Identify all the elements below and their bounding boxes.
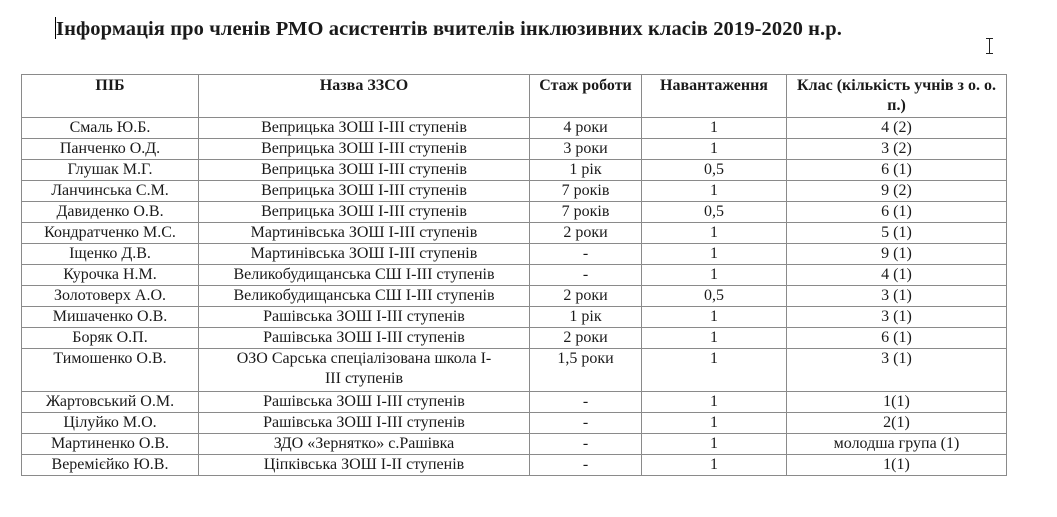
cell-name: Цілуйко М.О.	[22, 413, 199, 434]
members-table	[21, 74, 1007, 476]
document-title-text: Інформація про членів РМО асистентів вчителів інклюзивних класів 2019-2020 н.р.	[56, 18, 843, 40]
cell-school: Веприцька ЗОШ І-ІІІ ступенів	[199, 202, 530, 223]
cell-workload: 1	[642, 307, 787, 328]
cell-school: Мартинівська ЗОШ І-ІІІ ступенів	[199, 244, 530, 265]
table-row	[22, 160, 1007, 181]
cell-school: Рашівська ЗОШ І-ІІІ ступенів	[199, 392, 530, 413]
header-class: Клас (кількість учнів з о. о. п.)	[787, 75, 1007, 118]
cell-workload: 0,5	[642, 160, 787, 181]
cell-name: Ланчинська С.М.	[22, 181, 199, 202]
cell-school: Рашівська ЗОШ І-ІІІ ступенів	[199, 413, 530, 434]
cell-workload: 1	[642, 328, 787, 349]
cell-name: Курочка Н.М.	[22, 265, 199, 286]
cell-name: Боряк О.П.	[22, 328, 199, 349]
cell-workload: 1	[642, 181, 787, 202]
cell-experience: 1,5 роки	[530, 349, 642, 392]
cell-workload: 1	[642, 392, 787, 413]
cell-class: 6 (1)	[787, 160, 1007, 181]
table-row	[22, 392, 1007, 413]
table-row	[22, 413, 1007, 434]
cell-name: Жартовський О.М.	[22, 392, 199, 413]
cell-class: 3 (2)	[787, 139, 1007, 160]
cell-workload: 1	[642, 244, 787, 265]
table-row	[22, 434, 1007, 455]
cell-experience: 7 років	[530, 202, 642, 223]
table-row	[22, 202, 1007, 223]
table-row	[22, 349, 1007, 392]
ibeam-cursor-icon	[986, 38, 993, 54]
header-name: ПІБ	[22, 75, 199, 118]
cell-class: 9 (1)	[787, 244, 1007, 265]
cell-school: Веприцька ЗОШ І-ІІІ ступенів	[199, 181, 530, 202]
cell-name: Веремієйко Ю.В.	[22, 455, 199, 476]
cell-class: 5 (1)	[787, 223, 1007, 244]
cell-name: Панченко О.Д.	[22, 139, 199, 160]
cell-name: Кондратченко М.С.	[22, 223, 199, 244]
cell-workload: 1	[642, 455, 787, 476]
table-row	[22, 455, 1007, 476]
cell-experience: 7 років	[530, 181, 642, 202]
cell-school: Рашівська ЗОШ І-ІІІ ступенів	[199, 328, 530, 349]
cell-class: 2(1)	[787, 413, 1007, 434]
cell-experience: 4 роки	[530, 118, 642, 139]
cell-school: ЗДО «Зернятко» с.Рашівка	[199, 434, 530, 455]
cell-experience: 1 рік	[530, 160, 642, 181]
cell-experience: -	[530, 434, 642, 455]
cell-experience: -	[530, 265, 642, 286]
cell-experience: -	[530, 455, 642, 476]
cell-class: 4 (2)	[787, 118, 1007, 139]
header-school: Назва ЗЗСО	[199, 75, 530, 118]
cell-school: Великобудищанська СШ І-ІІІ ступенів	[199, 265, 530, 286]
cell-name: Мишаченко О.В.	[22, 307, 199, 328]
cell-experience: 3 роки	[530, 139, 642, 160]
table-row	[22, 286, 1007, 307]
cell-workload: 1	[642, 265, 787, 286]
cell-class: молодша група (1)	[787, 434, 1007, 455]
cell-workload: 1	[642, 434, 787, 455]
cell-class: 6 (1)	[787, 202, 1007, 223]
cell-school: Веприцька ЗОШ І-ІІІ ступенів	[199, 118, 530, 139]
cell-school: Великобудищанська СШ І-ІІІ ступенів	[199, 286, 530, 307]
header-experience: Стаж роботи	[530, 75, 642, 118]
cell-name: Тимошенко О.В.	[22, 349, 199, 392]
cell-workload: 1	[642, 413, 787, 434]
cell-class: 6 (1)	[787, 328, 1007, 349]
cell-name: Мартиненко О.В.	[22, 434, 199, 455]
cell-experience: -	[530, 244, 642, 265]
cell-school: Веприцька ЗОШ І-ІІІ ступенів	[199, 160, 530, 181]
table-row	[22, 328, 1007, 349]
cell-experience: 1 рік	[530, 307, 642, 328]
cell-name: Давиденко О.В.	[22, 202, 199, 223]
table-row	[22, 139, 1007, 160]
table-row	[22, 244, 1007, 265]
cell-school: Рашівська ЗОШ І-ІІІ ступенів	[199, 307, 530, 328]
cell-workload: 1	[642, 139, 787, 160]
cell-experience: -	[530, 413, 642, 434]
cell-class: 4 (1)	[787, 265, 1007, 286]
cell-workload: 1	[642, 118, 787, 139]
cell-name: Смаль Ю.Б.	[22, 118, 199, 139]
cell-class: 3 (1)	[787, 307, 1007, 328]
header-workload: Навантаження	[642, 75, 787, 118]
cell-name: Іщенко Д.В.	[22, 244, 199, 265]
cell-class: 3 (1)	[787, 286, 1007, 307]
cell-experience: 2 роки	[530, 286, 642, 307]
table-row	[22, 181, 1007, 202]
cell-workload: 1	[642, 349, 787, 392]
cell-workload: 1	[642, 223, 787, 244]
cell-class: 9 (2)	[787, 181, 1007, 202]
cell-class: 3 (1)	[787, 349, 1007, 392]
cell-school: Мартинівська ЗОШ І-ІІІ ступенів	[199, 223, 530, 244]
table-header-row	[22, 75, 1007, 118]
table-row	[22, 118, 1007, 139]
cell-name: Золотоверх А.О.	[22, 286, 199, 307]
document-title	[55, 17, 842, 41]
cell-experience: 2 роки	[530, 223, 642, 244]
cell-workload: 0,5	[642, 202, 787, 223]
cell-school: Ціпківська ЗОШ І-ІІ ступенів	[199, 455, 530, 476]
cell-name: Глушак М.Г.	[22, 160, 199, 181]
cell-workload: 0,5	[642, 286, 787, 307]
cell-school: Веприцька ЗОШ І-ІІІ ступенів	[199, 139, 530, 160]
cell-class: 1(1)	[787, 455, 1007, 476]
cell-school: ОЗО Сарська спеціалізована школа І-ІІІ ступенів	[199, 349, 530, 392]
cell-class: 1(1)	[787, 392, 1007, 413]
cell-experience: -	[530, 392, 642, 413]
table-row	[22, 223, 1007, 244]
cell-experience: 2 роки	[530, 328, 642, 349]
table-row	[22, 265, 1007, 286]
table-row	[22, 307, 1007, 328]
